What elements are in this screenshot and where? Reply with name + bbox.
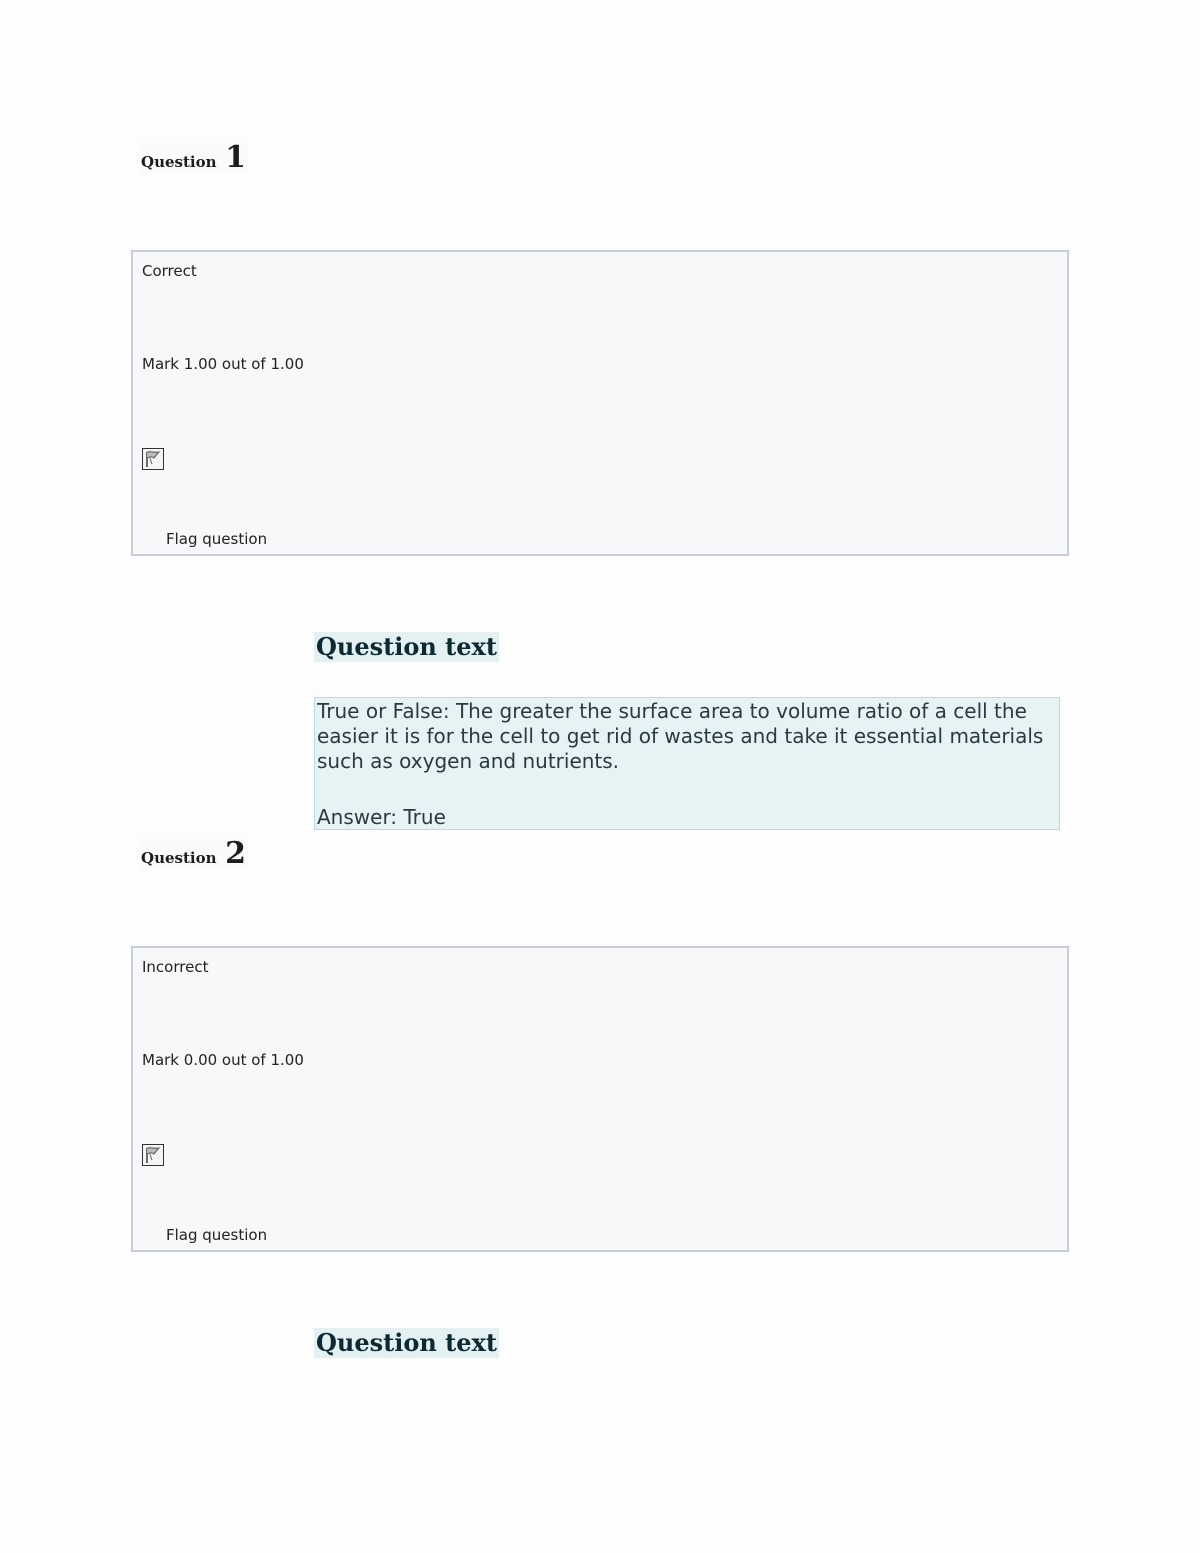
question-number: 1: [225, 140, 246, 175]
flag-question-link[interactable]: Flag question: [166, 530, 268, 548]
question-2-info: [131, 946, 1069, 1252]
question-grade: Mark 1.00 out of 1.00: [142, 355, 304, 373]
flag-icon-graphic: [143, 449, 163, 469]
flag-icon[interactable]: [142, 448, 164, 470]
flag-question-link[interactable]: Flag question: [166, 1226, 268, 1244]
question-state: Incorrect: [142, 958, 209, 976]
question-label: Question: [141, 849, 217, 867]
flag-icon-graphic: [143, 1145, 163, 1165]
question-answer: Answer: True: [317, 805, 446, 829]
flag-icon[interactable]: [142, 1144, 164, 1166]
question-1-info: [131, 250, 1069, 556]
question-state: Correct: [142, 262, 197, 280]
question-text-body: True or False: The greater the surface area to volume ratio of a cell the easier it is for the cell to get rid of wastes and take it essential materials such as oxygen and nutrients.: [317, 699, 1044, 773]
question-1-text: [314, 697, 1060, 830]
question-1-text-heading: Question text: [316, 632, 497, 661]
question-2-text-heading: Question text: [316, 1328, 497, 1357]
question-label: Question: [141, 153, 217, 171]
question-number: 2: [225, 836, 246, 871]
question-1-heading: [141, 140, 248, 175]
question-2-heading: [141, 836, 248, 871]
question-grade: Mark 0.00 out of 1.00: [142, 1051, 304, 1069]
